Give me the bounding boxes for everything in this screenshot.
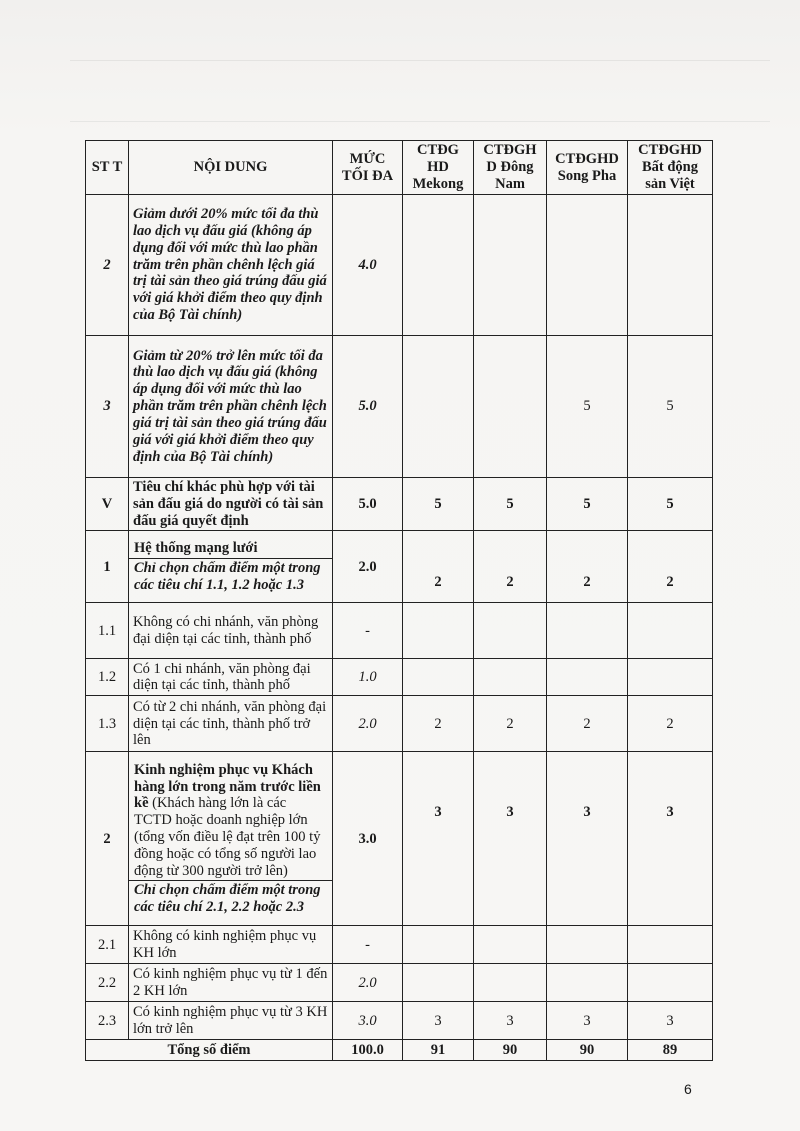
row-max: - bbox=[333, 926, 403, 964]
row-content bbox=[129, 531, 333, 603]
row-v1 bbox=[403, 195, 474, 336]
row-v3: 2 bbox=[547, 696, 628, 752]
row-v4 bbox=[628, 964, 713, 1002]
row-max: 1.0 bbox=[333, 659, 403, 696]
row-v3: 5 bbox=[547, 336, 628, 478]
row-v1: 5 bbox=[403, 478, 474, 531]
row-v1 bbox=[403, 964, 474, 1002]
total-row bbox=[86, 1040, 713, 1061]
row-v2 bbox=[474, 336, 547, 478]
row-stt: V bbox=[86, 478, 129, 531]
row-v3: 2 bbox=[547, 531, 628, 603]
row-v1: 2 bbox=[403, 531, 474, 603]
row-stt: 2 bbox=[86, 195, 129, 336]
row-content: Có 1 chi nhánh, văn phòng đại diện tại các tỉnh, thành phố bbox=[129, 659, 333, 696]
row-content-rest: (Khách hàng lớn là các TCTD hoặc doanh nghiệp lớn (tổng vốn điều lệ đạt trên 100 tỷ đồng hoặc có tổng số người lao động từ 300 người trở lên) bbox=[134, 795, 321, 879]
row-content-main bbox=[129, 761, 332, 882]
row-content: Không có chi nhánh, văn phòng đại diện tại các tỉnh, thành phố bbox=[129, 603, 333, 659]
table-row bbox=[86, 603, 713, 659]
table-row bbox=[86, 1002, 713, 1040]
row-content-note: Chỉ chọn chấm điểm một trong các tiêu chí 2.1, 2.2 hoặc 2.3 bbox=[134, 882, 321, 916]
row-v1: 2 bbox=[403, 696, 474, 752]
row-max: 2.0 bbox=[333, 964, 403, 1002]
score-table bbox=[85, 140, 713, 1061]
row-content: Có từ 2 chi nhánh, văn phòng đại diện tại các tỉnh, thành phố trở lên bbox=[129, 696, 333, 752]
row-v3 bbox=[547, 603, 628, 659]
row-max: 5.0 bbox=[333, 336, 403, 478]
row-max: 2.0 bbox=[333, 531, 403, 603]
table-header-row bbox=[86, 141, 713, 195]
bleed-through-shadow bbox=[70, 60, 770, 122]
row-v4 bbox=[628, 603, 713, 659]
row-max: 3.0 bbox=[333, 752, 403, 926]
row-max: 5.0 bbox=[333, 478, 403, 531]
row-v4 bbox=[628, 926, 713, 964]
row-v2 bbox=[474, 659, 547, 696]
header-col3: CTĐGHD Song Pha bbox=[547, 141, 628, 195]
row-content: Không có kinh nghiệm phục vụ KH lớn bbox=[129, 926, 333, 964]
row-v1 bbox=[403, 603, 474, 659]
page-number: 6 bbox=[684, 1081, 692, 1097]
row-v2: 3 bbox=[474, 752, 547, 926]
total-v2: 90 bbox=[474, 1040, 547, 1061]
row-stt: 1.3 bbox=[86, 696, 129, 752]
row-v4: 2 bbox=[628, 696, 713, 752]
table-row bbox=[86, 964, 713, 1002]
header-col2: CTĐGH D Đông Nam bbox=[474, 141, 547, 195]
header-noi-dung: NỘI DUNG bbox=[129, 141, 333, 195]
row-v2: 5 bbox=[474, 478, 547, 531]
table-row bbox=[86, 531, 713, 603]
row-max: - bbox=[333, 603, 403, 659]
row-v3: 5 bbox=[547, 478, 628, 531]
row-v4: 3 bbox=[628, 1002, 713, 1040]
row-stt: 1.2 bbox=[86, 659, 129, 696]
row-v2: 2 bbox=[474, 531, 547, 603]
row-v1: 3 bbox=[403, 1002, 474, 1040]
row-content-title: Hệ thống mạng lưới bbox=[129, 539, 332, 559]
row-v4: 5 bbox=[628, 478, 713, 531]
row-content-note: Chỉ chọn chấm điểm một trong các tiêu chí 1.1, 1.2 hoặc 1.3 bbox=[134, 560, 321, 593]
row-stt: 2.1 bbox=[86, 926, 129, 964]
row-stt: 2 bbox=[86, 752, 129, 926]
row-v3 bbox=[547, 195, 628, 336]
row-v1: 3 bbox=[403, 752, 474, 926]
table-row bbox=[86, 336, 713, 478]
total-v3: 90 bbox=[547, 1040, 628, 1061]
row-v3 bbox=[547, 659, 628, 696]
table-row bbox=[86, 926, 713, 964]
row-v4 bbox=[628, 659, 713, 696]
header-muc-toi-da: MỨC TỐI ĐA bbox=[333, 141, 403, 195]
row-v1 bbox=[403, 926, 474, 964]
row-content bbox=[129, 752, 333, 926]
row-stt: 1.1 bbox=[86, 603, 129, 659]
row-content: Có kinh nghiệm phục vụ từ 3 KH lớn trở lên bbox=[129, 1002, 333, 1040]
row-content: Giảm dưới 20% mức tối đa thù lao dịch vụ đấu giá (không áp dụng đối với mức thù lao phần trăm trên phần chênh lệch giá trị tài sản theo giá trúng đấu giá với giá khởi điểm theo quy định của Bộ Tài chính) bbox=[129, 195, 333, 336]
row-stt: 3 bbox=[86, 336, 129, 478]
row-v2 bbox=[474, 603, 547, 659]
table-row bbox=[86, 659, 713, 696]
total-label: Tổng số điểm bbox=[86, 1040, 333, 1061]
total-max: 100.0 bbox=[333, 1040, 403, 1061]
row-v2: 2 bbox=[474, 696, 547, 752]
row-v1 bbox=[403, 659, 474, 696]
row-v4 bbox=[628, 195, 713, 336]
header-col4: CTĐGHD Bất động sản Việt bbox=[628, 141, 713, 195]
row-content: Tiêu chí khác phù hợp với tài sản đấu giá do người có tài sản đấu giá quyết định bbox=[129, 478, 333, 531]
row-v2 bbox=[474, 195, 547, 336]
header-stt: ST T bbox=[86, 141, 129, 195]
row-v3: 3 bbox=[547, 1002, 628, 1040]
row-v1 bbox=[403, 336, 474, 478]
row-v3: 3 bbox=[547, 752, 628, 926]
row-v2 bbox=[474, 926, 547, 964]
row-max: 2.0 bbox=[333, 696, 403, 752]
table-row bbox=[86, 478, 713, 531]
row-v2: 3 bbox=[474, 1002, 547, 1040]
row-max: 3.0 bbox=[333, 1002, 403, 1040]
row-v4: 5 bbox=[628, 336, 713, 478]
row-max: 4.0 bbox=[333, 195, 403, 336]
table-row bbox=[86, 752, 713, 926]
row-stt: 1 bbox=[86, 531, 129, 603]
table-row bbox=[86, 696, 713, 752]
total-v4: 89 bbox=[628, 1040, 713, 1061]
row-v4: 3 bbox=[628, 752, 713, 926]
table-row bbox=[86, 195, 713, 336]
header-col1: CTĐG HD Mekong bbox=[403, 141, 474, 195]
total-v1: 91 bbox=[403, 1040, 474, 1061]
row-v4: 2 bbox=[628, 531, 713, 603]
row-content-title: Kinh nghiệm phục vụ Khách hàng lớn trong năm trước liền kề bbox=[134, 761, 321, 812]
row-v3 bbox=[547, 926, 628, 964]
row-v3 bbox=[547, 964, 628, 1002]
row-stt: 2.2 bbox=[86, 964, 129, 1002]
row-v2 bbox=[474, 964, 547, 1002]
row-stt: 2.3 bbox=[86, 1002, 129, 1040]
row-content: Có kinh nghiệm phục vụ từ 1 đến 2 KH lớn bbox=[129, 964, 333, 1002]
row-content: Giảm từ 20% trở lên mức tối đa thù lao dịch vụ đấu giá (không áp dụng đối với mức thù lao phần trăm trên phần chênh lệch giá trị tài sản theo giá trúng đấu giá với giá khởi điểm theo quy định của Bộ Tài chính) bbox=[129, 336, 333, 478]
